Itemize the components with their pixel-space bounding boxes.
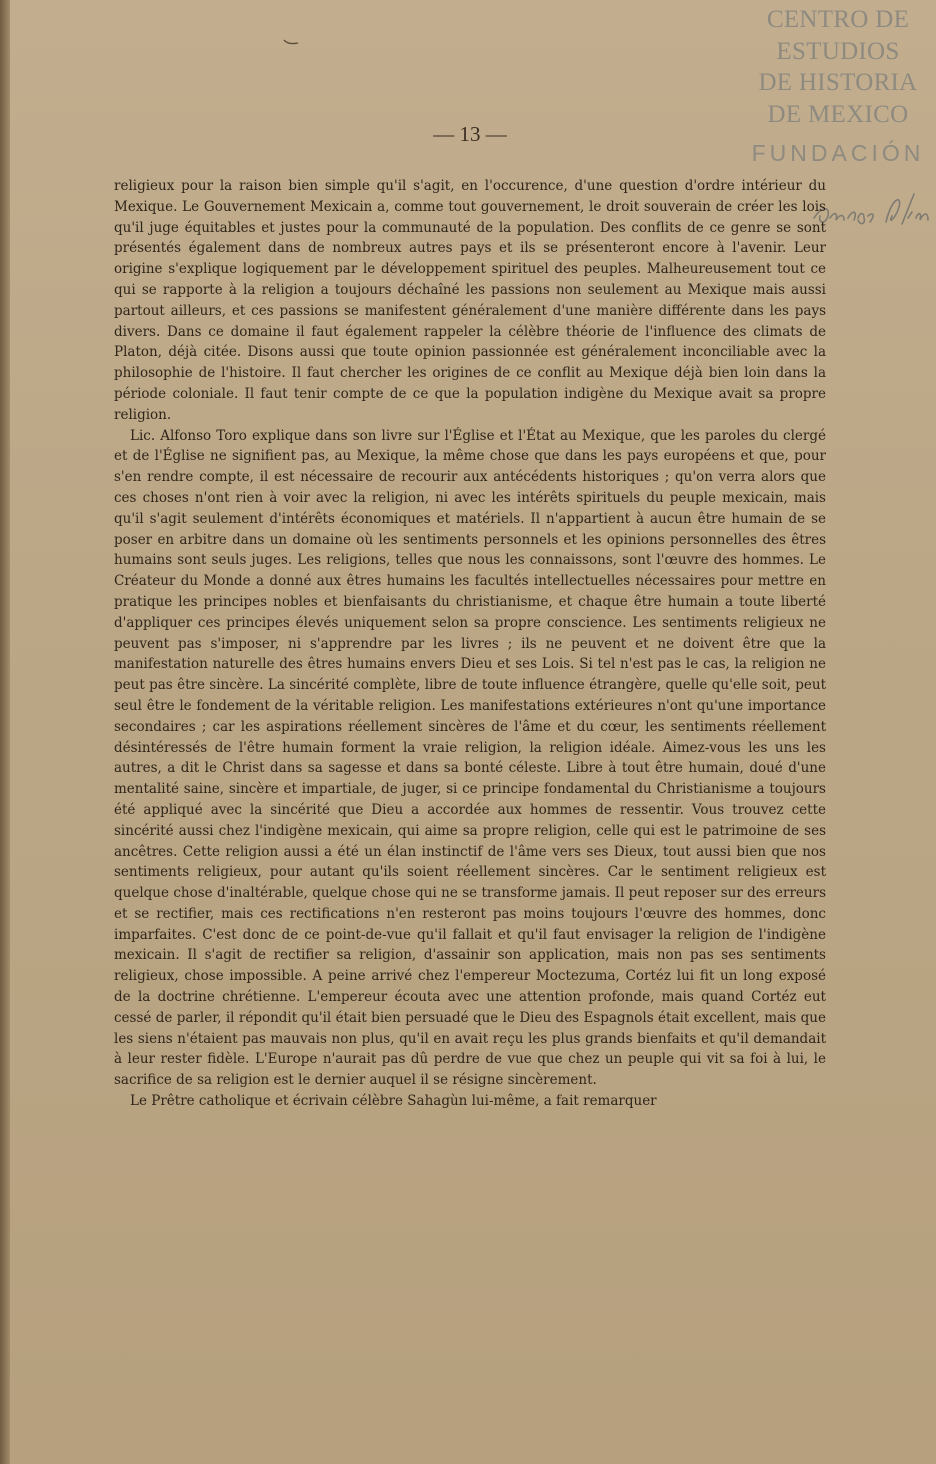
watermark-line: DE MEXICO bbox=[767, 100, 909, 128]
ink-mark bbox=[282, 38, 300, 46]
archive-watermark bbox=[748, 4, 928, 170]
watermark-line: CENTRO DE bbox=[766, 6, 910, 33]
page-number: — 13 — bbox=[433, 122, 507, 146]
paragraph: religieux pour la raison bien simple qu'il s'agit, en l'occurence, d'une question d'ordre intérieur du Mexique. Le Gouvernement Mexicain a, comme tout gouvernement, le droit souverain de créer les lois qu'il juge équitables et justes pour la communauté de la population. Des conflits de ce genre se sont présentés également dans de nombreux autres pays et ils se présenteront encore à l'avenir. Leur origine s'explique logiquement par le développement spirituel des peuples. Malheureusement tout ce qui se rapporte à la religion a toujours déchaîné les passions non seulement au Mexique mais aussi partout ailleurs, et ces passions se manifestent généralement d'une manière différente dans les pays divers. Dans ce domaine il faut également rappeler la célèbre théorie de l'influence des climats de Platon, déjà citée. Disons aussi que toute opinion passionnée est généralement inconciliable avec la philosophie de l'histoire. Il faut chercher les origines de ce conflit au Mexique déjà bien loin dans la période coloniale. Il faut tenir compte de ce que la population indigène du Mexique avait sa propre religion. bbox=[114, 178, 826, 423]
page-edge-shadow bbox=[0, 0, 10, 1464]
paragraph: Le Prêtre catholique et écrivain célèbre Sahagùn lui-même, a fait remarquer bbox=[130, 1093, 657, 1110]
watermark-signature bbox=[808, 188, 934, 238]
paragraph: Lic. Alfonso Toro explique dans son livre sur l'Église et l'État au Mexique, que les paroles du clergé et de l'Église ne signifient pas, au Mexique, la même chose que dans les pays européens et que, pour s'en rendre compte, il est nécessaire de recourir aux antécédents historiques ; qu'on verra alors que ces choses n'ont rien à voir avec la religion, ni avec les intérêts spirituels du peuple mexicain, mais qu'il s'agit seulement d'intérêts économiques et matériels. Il n'appartient à aucun être humain de se poser en arbitre dans un domaine où les sentiments personnels et les opinions personnelles des êtres humains sont seuls juges. Les religions, telles que nous les connaissons, sont l'œuvre des hommes. Le Créateur du Monde a donné aux êtres humains les facultés intellectuelles nécessaires pour mettre en pratique les principes nobles et bienfaisants du christianisme, et chaque être humain a toute liberté d'appliquer ces principes élevés uniquement selon sa propre conscience. Les sentiments religieux ne peuvent pas s'imposer, ni s'apprendre par les livres ; ils ne peuvent et ne doivent être que la manifestation naturelle des êtres humains envers Dieu et ses Lois. Si tel n'est pas le cas, la religion ne peut pas être sincère. La sincérité complète, libre de toute influence étrangère, quelle qu'elle soit, peut seul être le fondement de la véritable religion. Les manifestations extérieures n'ont qu'une importance secondaires ; car les aspirations réellement sincères de l'âme et du cœur, les sentiments réellement désintéressés de l'être humain forment la vraie religion, la religion idéale. Aimez-vous les uns les autres, a dit le Christ dans sa sagesse et dans sa bonté céleste. Libre à tout être humain, doué d'une mentalité saine, sincère et impartiale, de juger, si ce principe fondamental du Christianisme a toujours été appliqué avec la sincérité que Dieu a accordée aux hommes de ressentir. Vous trouvez cette sincérité aussi chez l'indigène mexicain, qui aime sa propre religion, celle qui est le patrimoine de ses ancêtres. Cette religion aussi a été un élan instinctif de l'âme vers ses Dieux, tout aussi bien que nos sentiments religieux, pour autant qu'ils soient réellement sincères. Car le sentiment religieux est quelque chose d'inaltérable, quelque chose qui ne se transforme jamais. Il peut reposer sur des erreurs et se rectifier, mais ces rectifications n'en resteront pas moins toujours l'œuvre des hommes, donc imparfaites. C'est donc de ce point-de-vue qu'il fallait et qu'il faut envisager la religion de l'indigène mexicain. Il s'agit de rectifier sa religion, d'assainir son application, mais non pas ses sentiments religieux, chose impossible. A peine arrivé chez l'empereur Moctezuma, Cortéz lui fit un long exposé de la doctrine chrétienne. L'empereur écouta avec une attention profonde, mais quand Cortéz eut cessé de parler, il répondit qu'il était bien persuadé que le Dieu des Espagnols était excellent, mais que les siens n'étaient pas mauvais non plus, qu'il en avait reçu les plus grands bienfaits et qu'il demandait à leur rester fidèle. L'Europe n'aurait pas dû perdre de vue que chez un peuple qui vit sa foi à lui, le sacrifice de sa religion est le dernier auquel il se résigne sincèrement. bbox=[114, 427, 826, 1089]
watermark-line: ESTUDIOS bbox=[776, 37, 900, 65]
body-text bbox=[114, 176, 826, 1112]
watermark-line: DE HISTORIA bbox=[758, 69, 918, 96]
watermark-foundation: FUNDACIÓN bbox=[751, 140, 925, 166]
